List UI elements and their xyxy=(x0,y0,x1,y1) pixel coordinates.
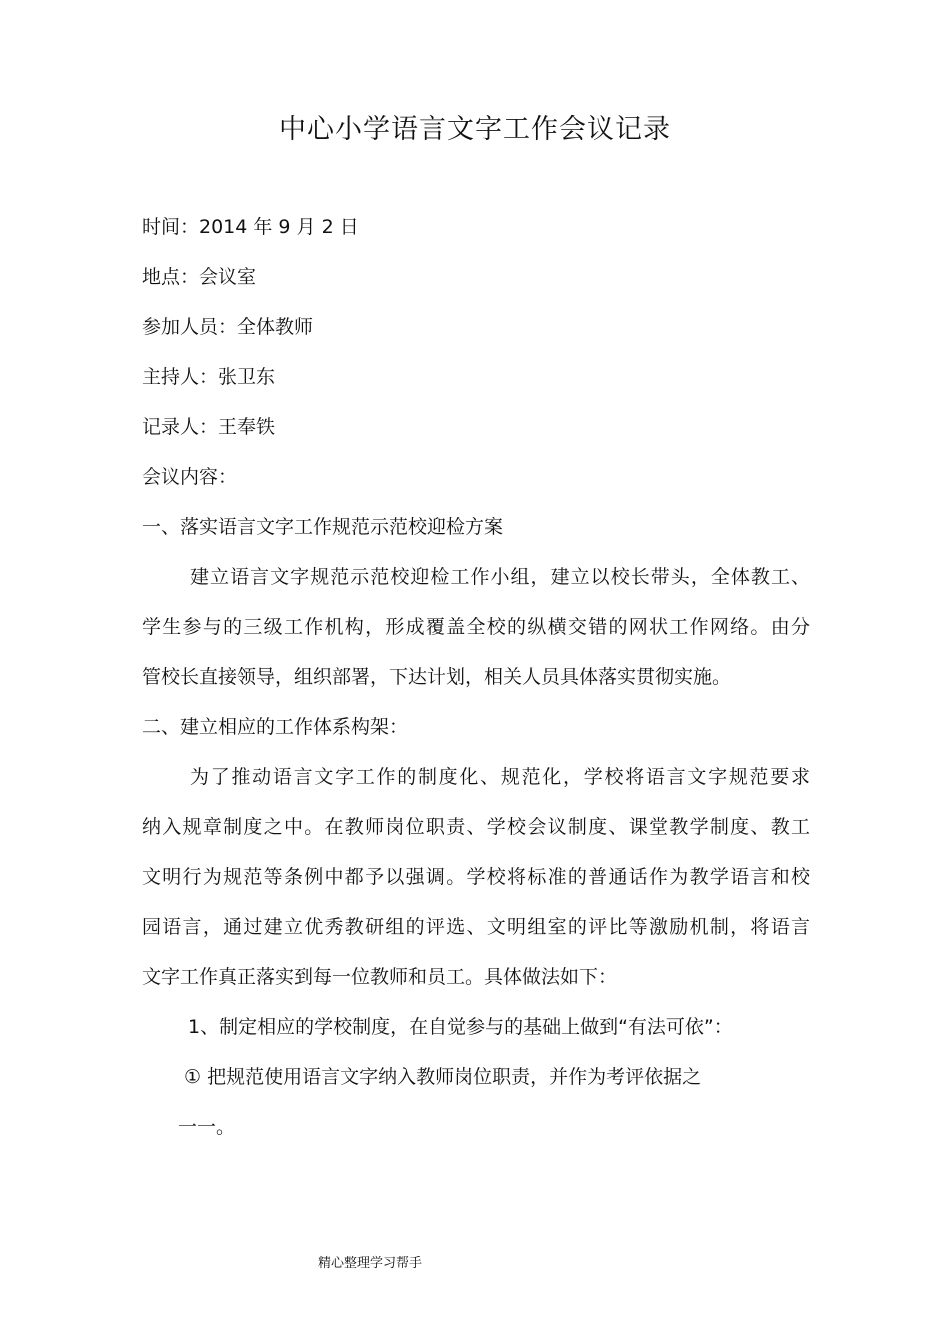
section-2-item-1-sub-continued: 一一。 xyxy=(178,1116,236,1138)
section-1-heading: 一、落实语言文字工作规范示范校迎检方案 xyxy=(142,516,504,538)
meeting-place: 地点：会议室 xyxy=(142,266,257,288)
meeting-recorder: 记录人：王奉铁 xyxy=(142,416,276,438)
meeting-host: 主持人：张卫东 xyxy=(142,366,276,388)
section-1-paragraph-line: 建立语言文字规范示范校迎检工作小组，建立以校长带头，全体教工、 xyxy=(190,566,810,588)
section-1-paragraph-line: 学生参与的三级工作机构，形成覆盖全校的纵横交错的网状工作网络。由分 xyxy=(142,616,810,638)
page-footer: 精心整理学习帮手 xyxy=(317,1256,422,1271)
document-title: 中心小学语言文字工作会议记录 xyxy=(279,114,671,145)
meeting-content-label: 会议内容： xyxy=(142,466,238,488)
section-1-paragraph-line: 管校长直接领导，组织部署，下达计划，相关人员具体落实贯彻实施。 xyxy=(142,666,732,688)
meeting-attendees: 参加人员：全体教师 xyxy=(142,316,314,338)
section-2-paragraph-line: 园语言，通过建立优秀教研组的评选、文明组室的评比等激励机制，将语言 xyxy=(142,916,810,938)
section-2-paragraph-line: 为了推动语言文字工作的制度化、规范化，学校将语言文字规范要求 xyxy=(190,766,810,788)
section-2-paragraph-line: 文明行为规范等条例中都予以强调。学校将标准的普通话作为教学语言和校 xyxy=(142,866,810,888)
meeting-time: 时间：2014 年 9 月 2 日 xyxy=(142,216,359,238)
section-2-heading: 二、建立相应的工作体系构架： xyxy=(142,716,409,738)
section-2-item-1: 1、制定相应的学校制度，在自觉参与的基础上做到“有法可依”： xyxy=(188,1016,733,1038)
section-2-item-1-sub: ① 把规范使用语言文字纳入教师岗位职责，并作为考评依据之 xyxy=(184,1066,702,1088)
section-2-paragraph-line: 纳入规章制度之中。在教师岗位职责、学校会议制度、课堂教学制度、教工 xyxy=(142,816,810,838)
section-2-paragraph-line: 文字工作真正落实到每一位教师和员工。具体做法如下： xyxy=(142,966,618,988)
